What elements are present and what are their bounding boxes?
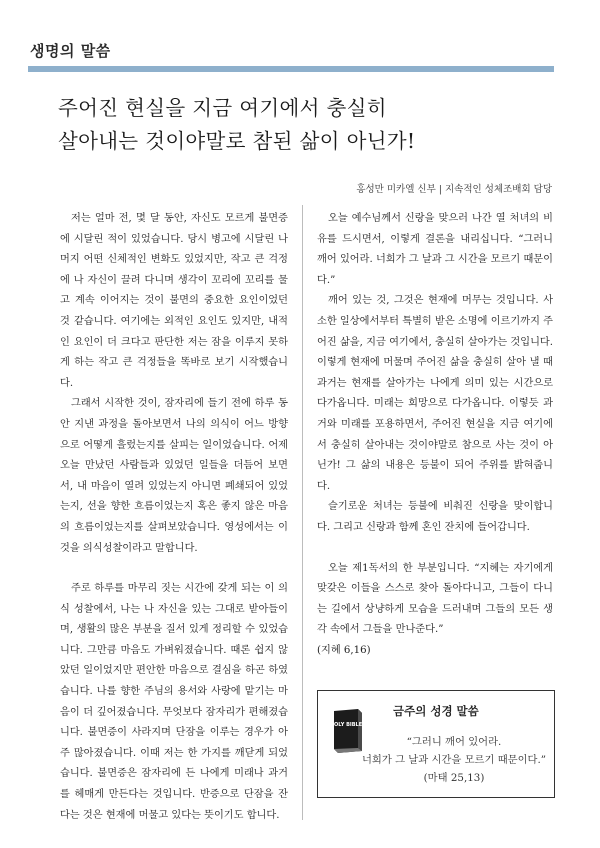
paragraph: 저는 얼마 전, 몇 달 동안, 자신도 모르게 불면증에 시달린 적이 있었습니다. 당시 병고에 시달린 나머지 어떤 신체적인 변화도 있었지만, 작고 큰 걱정에 나 자신이 끌려 다니며 생각이 꼬리에 꼬리를 물고 계속 이어지는 것이 불면의 중요한 요인이었던 것 같습니다. 여기에는 외적인 요인도 있지만, 내적인 요인이 더 크다고 판단한 저는 잠을 이루지 못하게 하는 작고 큰 걱정들을 똑바로 보기 시작했습니다. — [60, 213, 288, 389]
citation: (지혜 6,16) — [317, 644, 371, 656]
verse-heading: 금주의 성경 말씀 — [393, 704, 479, 718]
title-line-1: 주어진 현실을 지금 여기에서 충실히 — [58, 96, 387, 120]
left-column — [60, 209, 288, 826]
paragraph: 오늘 제1독서의 한 부분입니다. “지혜는 자기에게 맞갖은 이들을 스스로 찾아 돌아다니고, 그들이 다니는 길에서 상냥하게 모습을 드러내며 그들의 모든 생각 속에서 그들을 만나준다.” — [317, 562, 553, 636]
section-label: 생명의 말씀 — [30, 42, 111, 60]
column-divider — [302, 205, 303, 820]
article-title — [58, 92, 558, 158]
weekly-verse-box — [317, 690, 555, 798]
bible-cover-text: HOLY BIBLE — [330, 722, 363, 728]
paragraph: 그래서 시작한 것이, 잠자리에 들기 전에 하루 동안 지낸 과정을 돌아보면서 나의 의식이 어느 방향으로 어떻게 흘렀는지를 살피는 일이었습니다. 어제오늘 만났던 사람들과 있었던 일들을 더듬어 보면서, 내 마음이 열려 있었는지 아니면 폐쇄되어 있었는지, 선을 향한 흐름이었는지 혹은 좋지 않은 마음의 흐름이었는지를 살펴보았습니다. 영성에서는 이것을 의식성찰이라고 말합니다. — [60, 398, 288, 554]
right-column — [317, 209, 553, 661]
paragraph: 오늘 예수님께서 신랑을 맞으러 나간 열 처녀의 비유를 드시면서, 이렇게 결론을 내리십니다. “그러니 깨어 있어라. 너희가 그 날과 그 시간을 모르기 때문이다.” — [317, 213, 553, 286]
paragraph: 슬기로운 처녀는 등불에 비춰진 신랑을 맞이합니다. 그리고 신랑과 함께 혼인 잔치에 들어갑니다. — [317, 501, 553, 533]
verse-line-1: “그러니 깨어 있어라. — [406, 736, 502, 748]
paragraph: 주로 하루를 마무리 짓는 시간에 갖게 되는 이 의식 성찰에서, 나는 나 자신을 있는 그대로 받아들이며, 생활의 많은 부분을 질서 있게 정리할 수 있었습니다. 그만큼 마음도 가벼워졌습니다. 때론 쉽지 않았던 일이었지만 편안한 마음으로 결심을 하곤 하였습니다. 나를 향한 주님의 용서와 사랑에 맡기는 마음이 더 깊어졌습니다. 무엇보다 잠자리가 편해졌습니다. 불면증이 사라지며 단잠을 이루는 경우가 아주 많아졌습니다. 이때 저는 한 가지를 깨닫게 되었습니다. 불면증은 잠자리에 든 나에게 미래나 과거를 헤매게 만든다는 것입니다. 반증으로 단잠을 잔다는 것은 현재에 머물고 있다는 뜻이기도 합니다. — [60, 583, 288, 821]
verse-reference: (마태 25,13) — [423, 772, 485, 784]
title-line-2: 살아내는 것이야말로 참된 삶이 아닌가! — [58, 129, 416, 153]
header-rule — [28, 66, 554, 72]
verse-line-2: 너희가 그 날과 시간을 모르기 때문이다.” — [361, 754, 547, 766]
byline: 홍성만 미카엘 신부 | 지속적인 성체조배회 담당 — [356, 184, 552, 195]
paragraph: 깨어 있는 것, 그것은 현재에 머무는 것입니다. 사소한 일상에서부터 특별히 받은 소명에 이르기까지 주어진 삶을, 지금 여기에서, 충실히 살아가는 것입니다. 이렇게 현재에 머물며 주어진 삶을 충실히 살아 낼 때 과거는 현재를 살아가는 나에게 의미 있는 시간으로 다가옵니다. 미래는 희망으로 다가옵니다. 이렇듯 과거와 미래를 포용하면서, 주어진 현실을 지금 여기에서 충실히 살아내는 것이야말로 참으로 사는 것이 아닌가! 그 삶의 내용은 등불이 되어 주위를 밝혀줍니다. — [317, 295, 553, 492]
